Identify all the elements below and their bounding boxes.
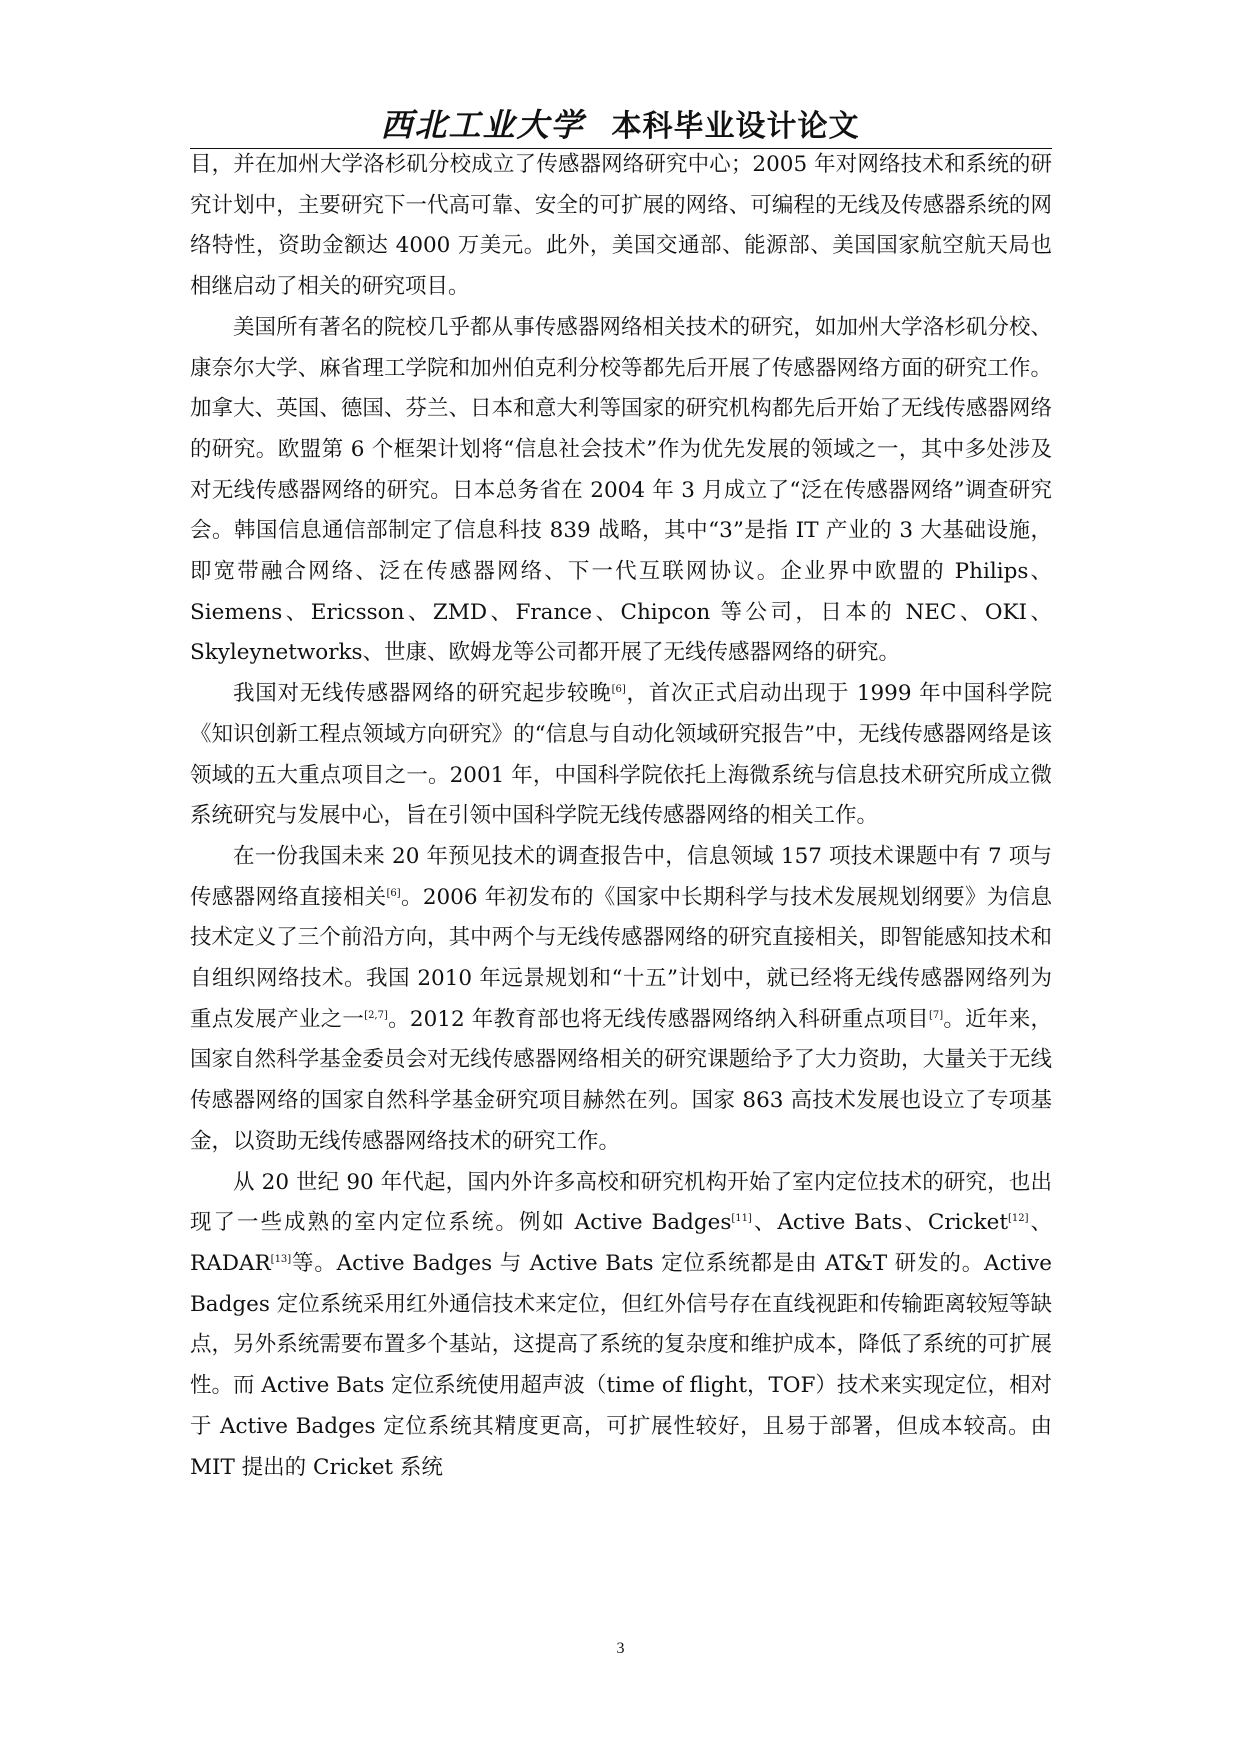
paragraph-2: 美国所有著名的院校几乎都从事传感器网络相关技术的研究，如加州大学洛杉矶分校、康奈尔大学、麻省理工学院和加州伯克利分校等都先后开展了传感器网络方面的研究工作。加拿大、英国、德国、芬兰、日本和意大利等国家的研究机构都先后开始了无线传感器网络的研究。欧盟第 6 个框架计划将“信息社会技术”作为优先发展的领域之一，其中多处涉及对无线传感器网络的研究。日本总务省在 2004 年 3 月成立了“泛在传感器网络”调查研究会。韩国信息通信部制定了信息科技 839 战略，其中“3”是指 IT 产业的 3 大基础设施，即宽带融合网络、泛在传感器网络、下一代互联网协议。企业界中欧盟的 Philips、Siemens、Ericsson、ZMD、France、Chipcon 等公司，日本的 NEC、OKI、Skyleynetworks、世康、欧姆龙等公司都开展了无线传感器网络的研究。 <box>190 314 1052 666</box>
citation-marker: [11] <box>731 1213 752 1225</box>
citation-marker: [12] <box>1007 1213 1029 1225</box>
paragraph-1: 目，并在加州大学洛杉矶分校成立了传感器网络研究中心；2005 年对网络技术和系统的研究计划中，主要研究下一代高可靠、安全的可扩展的网络、可编程的无线及传感器系统的网络特性，资助金额达 4000 万美元。此外，美国交通部、能源部、美国国家航空航天局也相继启动了相关的研究项目。 <box>190 152 1052 300</box>
university-logo: 西北工业大学 <box>380 106 585 144</box>
page-header <box>190 100 1050 146</box>
body-text <box>190 145 1052 1488</box>
citation-marker: [2,7] <box>364 1009 388 1021</box>
paragraph-3: 我国对无线传感器网络的研究起步较晚[6]，首次正式启动出现于 1999 年中国科学院《知识创新工程点领域方向研究》的“信息与自动化领域研究报告”中，无线传感器网络是该领域的五大重点项目之一。2001 年，中国科学院依托上海微系统与信息技术研究所成立微系统研究与发展中心，旨在引领中国科学院无线传感器网络的相关工作。 <box>190 681 1052 829</box>
citation-marker: [7] <box>928 1009 944 1021</box>
paragraph-4: 在一份我国未来 20 年预见技术的调查报告中，信息领域 157 项技术课题中有 7 项与传感器网络直接相关[6]。2006 年初发布的《国家中长期科学与技术发展规划纲要》为信息技术定义了三个前沿方向，其中两个与无线传感器网络的研究直接相关，即智能感知技术和自组织网络技术。我国 2010 年远景规划和“十五”计划中，就已经将无线传感器网络列为重点发展产业之一[2,7]。2012 年教育部也将无线传感器网络纳入科研重点项目[7]。近年来，国家自然科学基金委员会对无线传感器网络相关的研究课题给予了大力资助，大量关于无线传感器网络的国家自然科学基金研究项目赫然在列。国家 863 高技术发展也设立了专项基金，以资助无线传感器网络技术的研究工作。 <box>190 843 1052 1154</box>
citation-marker: [6] <box>611 683 626 695</box>
thesis-title: 本科毕业设计论文 <box>611 109 860 144</box>
page-number: 3 <box>616 1640 625 1657</box>
citation-marker: [13] <box>270 1253 292 1265</box>
paragraph-5: 从 20 世纪 90 年代起，国内外许多高校和研究机构开始了室内定位技术的研究，也出现了一些成熟的室内定位系统。例如 Active Badges[11]、Active Bats、Cricket[12]、RADAR[13]等。Active Badges 与 Active Bats 定位系统都是由 AT&T 研发的。Active Badges 定位系统采用红外通信技术来定位，但红外信号存在直线视距和传输距离较短等缺点，另外系统需要布置多个基站，这提高了系统的复杂度和维护成本，降低了系统的可扩展性。而 Active Bats 定位系统使用超声波（time of flight，TOF）技术来实现定位，相对于 Active Badges 定位系统其精度更高，可扩展性较好，且易于部署，但成本较高。由 MIT 提出的 Cricket 系统 <box>190 1169 1052 1480</box>
citation-marker: [6] <box>386 887 401 899</box>
